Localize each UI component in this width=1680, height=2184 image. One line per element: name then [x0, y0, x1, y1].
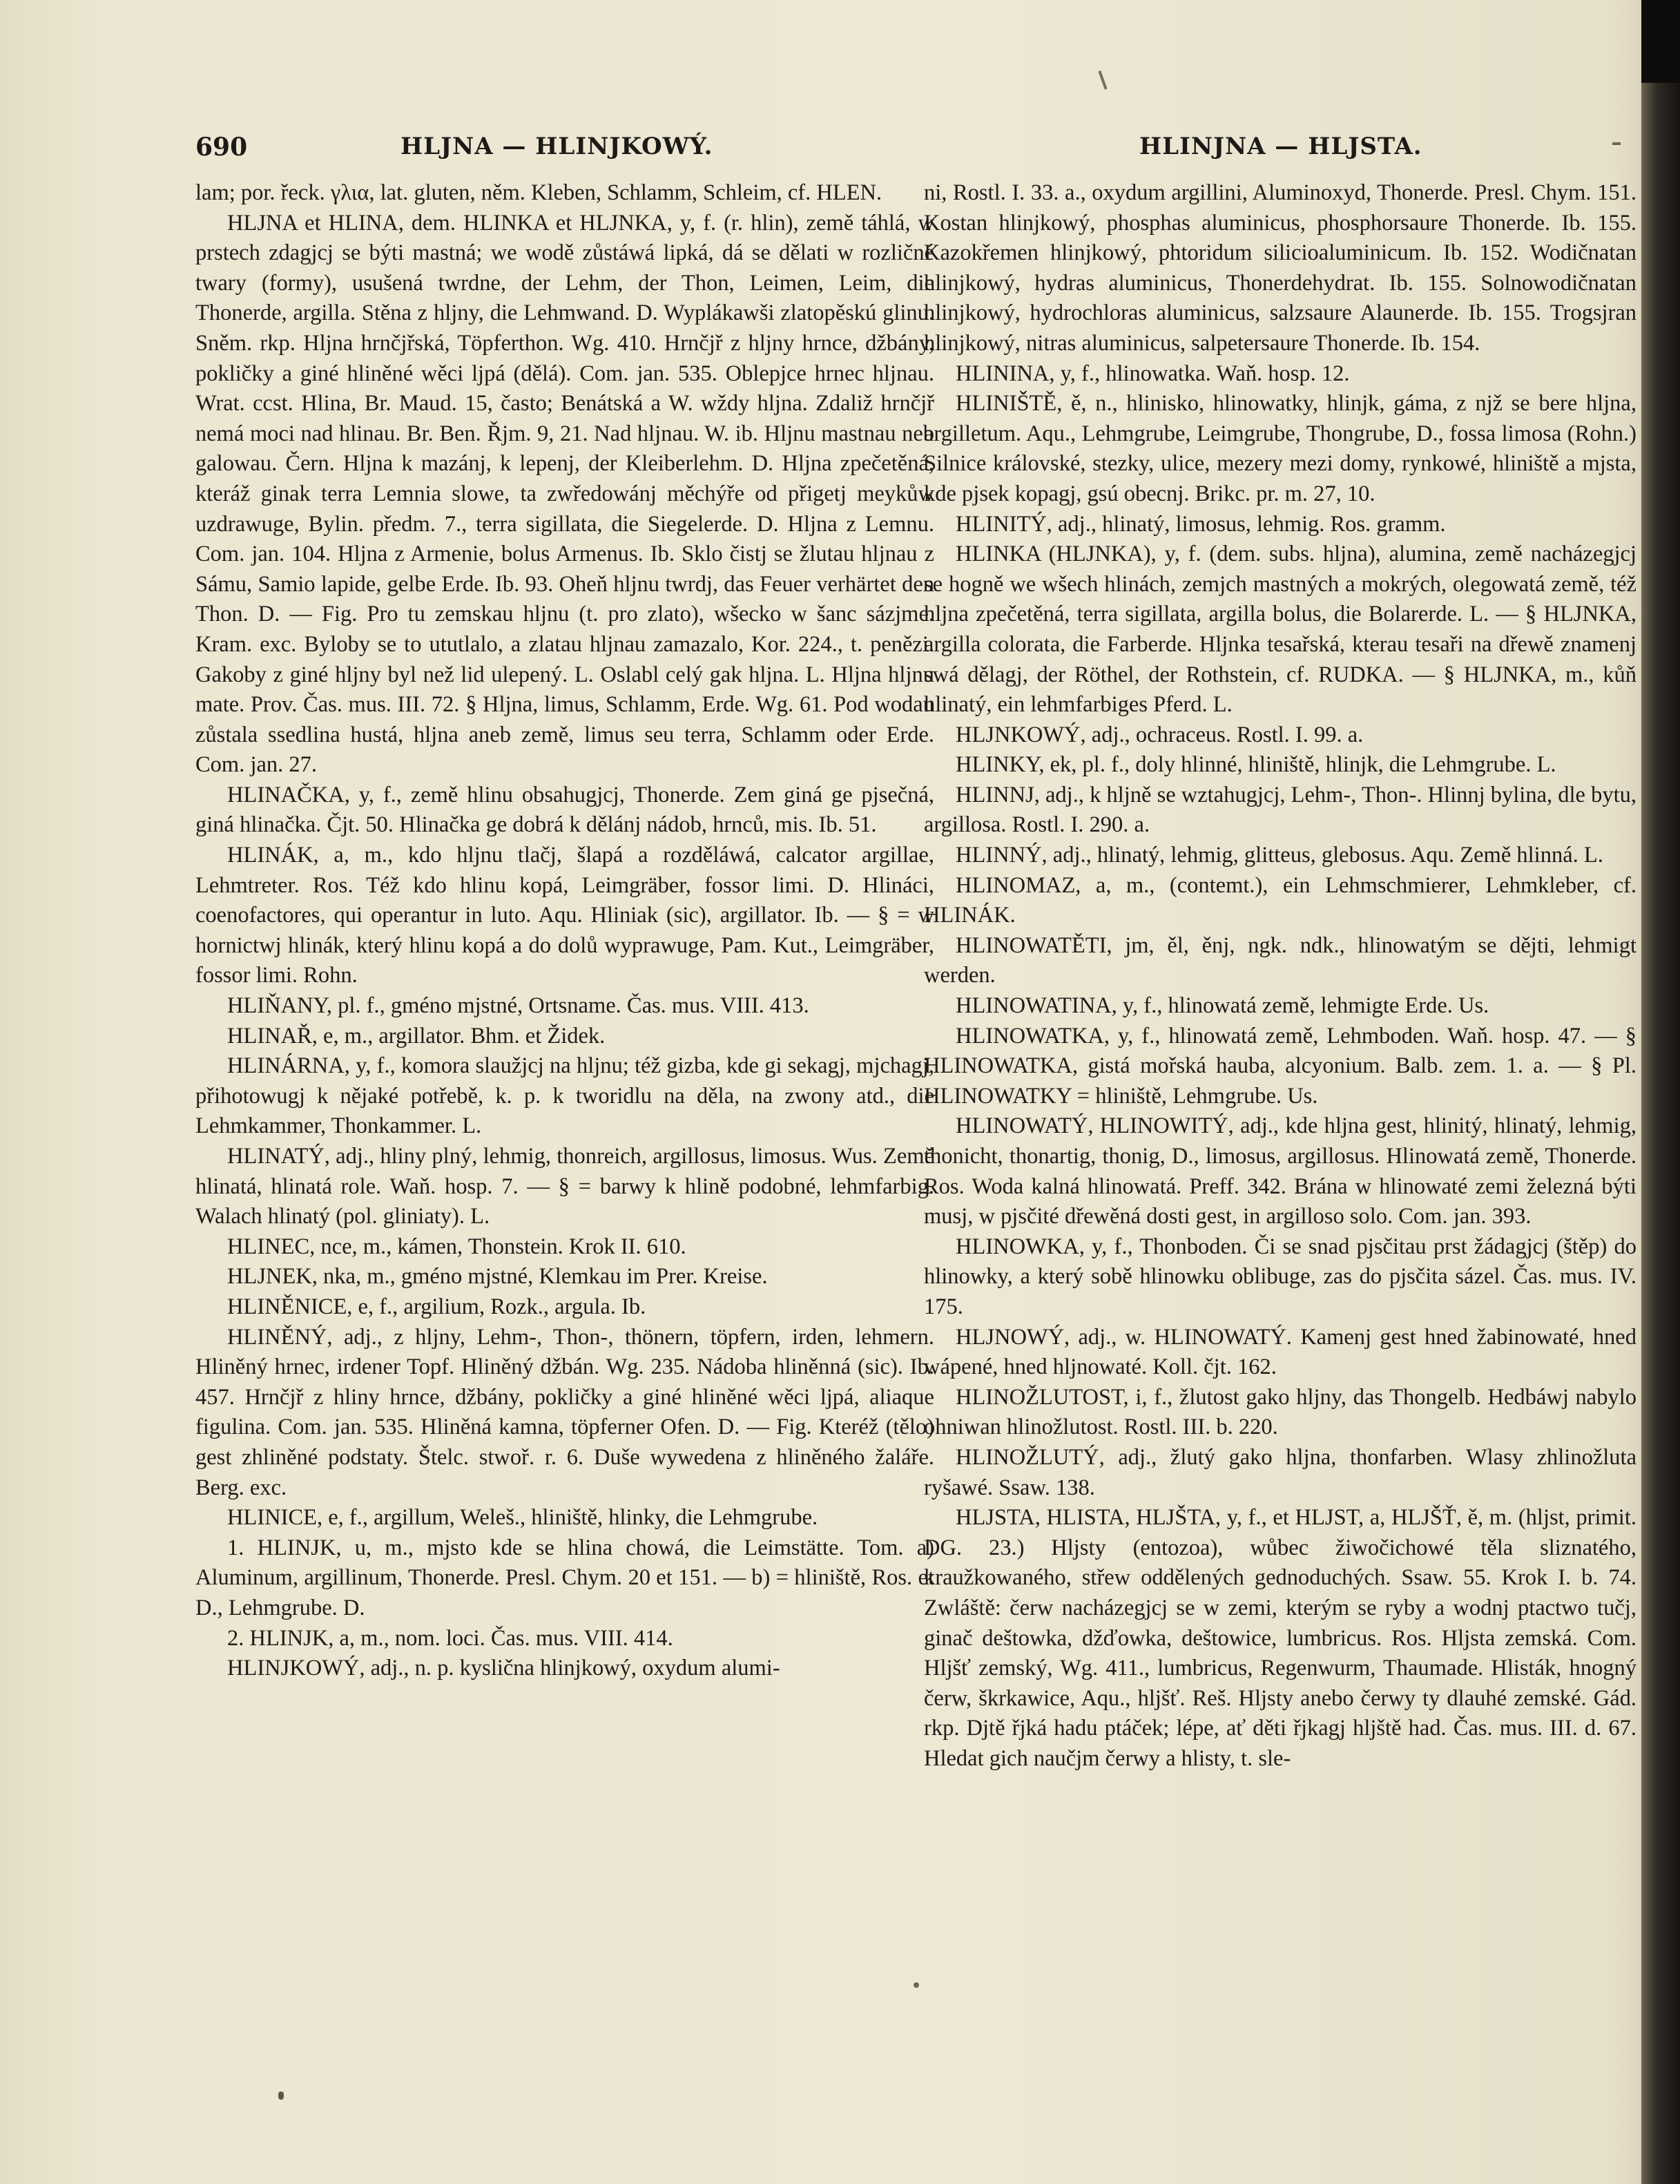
entry-hliniste: HLINIŠTĚ, ě, n., hlinisko, hlinowatky, hlinjk, gáma, z njž se bere hljna, argilletum. Aqu., Lehmgrube, Leimgrube, Thongrube, D., fossa limosa (Rohn.) Silnice královské, stezky, ulice, mezery mezi domy, rynkowé, hliniště a mjsta, kde pjsek kopagj, gsú obecnj. Brikc. pr. m. 27, 10. — [924, 391, 1636, 506]
entry-hljnkowy: HLJNKOWÝ, adj., ochraceus. Rostl. I. 99. a. — [956, 722, 1364, 747]
entry-hlineny: HLINĚNÝ, adj., z hljny, Lehm-, Thon-, thönern, töpfern, irden, lehmern. Hliněný hrnec, irdener Topf. Hliněný džbán. Wg. 235. Nádoba hliněnná (sic). Ib. 457. Hrnčjř z hliny hrnce, džbány, pokličky a giné hliněné wěci ljpá, aliaque figulina. Com. jan. 535. Hliněná kamna, töpferner Ofen. D. — Fig. Kteréž (tělo) gest zhliněné podstaty. Štelc. stwoř. r. 6. Duše wywedena z hliněného žaláře. Berg. exc. — [195, 1324, 934, 1500]
entry-hlinowatka: HLINOWATKA, y, f., hlinowatá země, Lehmboden. Waň. hosp. 47. — § HLINOWATKA, gistá mořská hauba, alcyonium. Balb. zem. 1. a. — § Pl. HLINOWATKY = hliniště, Lehmgrube. Us. — [924, 1023, 1636, 1109]
entry-continuation: lam; por. řeck. γλια, lat. gluten, něm. Kleben, Schlamm, Schleim, cf. HLEN. — [195, 180, 882, 205]
paper-speck — [1098, 70, 1107, 90]
entry-hlinowatina: HLINOWATINA, y, f., hlinowatá země, lehmigte Erde. Us. — [956, 993, 1489, 1019]
paper-speck — [278, 2091, 284, 2100]
entry-hljsta: HLJSTA, HLISTA, HLJŠTA, y, f., et HLJST, a, HLJŠŤ, ě, m. (hljst, primit. DG. 23.) Hljsty (entozoa), wůbec žiwočichowé těla sliznatého, kraužkowaného, střew oddělených gednoduchých. Ssaw. 55. Krok I. b. 74. Zwláště: čerw nacházegjcj se w zemi, kterým se ryby a wodnj ptactwo tučj, ginač deštowka, džďowka, deštowice, lumbricus. Ros. Hljsta zemská. Com. Hljšť zemský, Wg. 411., lumbricus, Regenwurm, Thaumade. Hlisták, hnogný čerw, škrkawice, Aqu., hljšť. Reš. Hljsty anebo čerwy ty dlauhé zemské. Gád. rkp. Djtě řjká hadu ptáček; lépe, ať děti řjkagj hljště had. Čas. mus. III. d. 67. Hledat gich naučjm čerwy a hlisty, t. sle- — [924, 1505, 1636, 1771]
entry-hljnowy: HLJNOWÝ, adj., w. HLINOWATÝ. Kamenj gest hned žabinowaté, hned wápené, hned hljnowaté. Koll. čjt. 162. — [924, 1324, 1636, 1380]
entry-hlinozlutost: HLINOŽLUTOST, i, f., žlutost gako hljny, das Thongelb. Hedbáwj nabylo ohniwan hlinožlutost. Rostl. III. b. 220. — [924, 1384, 1636, 1440]
entry-hlinowaty: HLINOWATÝ, HLINOWITÝ, adj., kde hljna gest, hlinitý, hlinatý, lehmig, thonicht, thonartig, thonig, D., limosus, argillosus. Hlinowatá země, Thonerde. Ros. Woda kalná hlinowatá. Preff. 342. Brána w hlinowaté zemi železná býti musj, w pjsčité dřewěná dosti gest, in argilloso solo. Com. jan. 393. — [924, 1113, 1636, 1229]
entry-hlinany: HLIŇANY, pl. f., gméno mjstné, Ortsname. Čas. mus. VIII. 413. — [227, 993, 809, 1019]
entry-hlinice: HLINICE, e, f., argillum, Weleš., hliniště, hlinky, die Lehmgrube. — [227, 1505, 818, 1531]
entry-hlinec: HLINEC, nce, m., kámen, Thonstein. Krok II. 610. — [227, 1234, 686, 1259]
entry-hlinity: HLINITÝ, adj., hlinatý, limosus, lehmig. Ros. gramm. — [956, 511, 1446, 537]
entry-hlinjkowy: HLINJKOWÝ, adj., n. p. kyslična hlinjkowý, oxydum alumi- — [227, 1656, 780, 1681]
entry-hlinky: HLINKY, ek, pl. f., doly hlinné, hliniště, hlinjk, die Lehmgrube. L. — [956, 752, 1556, 778]
entry-hlinarna: HLINÁRNA, y, f., komora slaužjcj na hljnu; též gizba, kde gi sekagj, mjchagj, přihotowugj k nějaké potřebě, k. p. k tworidlu na děla, na zwony atd., die Lehmkammer, Thonkammer. L. — [195, 1053, 934, 1139]
entry-hljnek: HLJNEK, nka, m., gméno mjstné, Klemkau im Prer. Kreise. — [227, 1264, 768, 1290]
entry-hlinowka: HLINOWKA, y, f., Thonboden. Či se snad pjsčitau prst žádagjcj (štěp) do hlinowky, a který sobě hlinowku oblibuge, zas do pjsčita sázel. Čas. mus. IV. 175. — [924, 1234, 1636, 1319]
entry-hlinjk-2: 2. HLINJK, a, m., nom. loci. Čas. mus. VIII. 414. — [227, 1625, 673, 1651]
entry-hlinny: HLINNÝ, adj., hlinatý, lehmig, glitteus, glebosus. Aqu. Země hlinná. L. — [956, 843, 1603, 868]
entry-hlinak: HLINÁK, a, m., kdo hljnu tlačj, šlapá a rozděláwá, calcator argillae, Lehmtreter. Ros. Též kdo hlinu kopá, Leimgräber, fossor limi. D. Hlináci, coenofactores, qui operantur in luto. Aqu. Hliniak (sic), argillator. Ib. — § = w hornictwj hlinák, který hlinu kopá a do dolů wyprawuge, Pam. Kut., Leimgräber, fossor limi. Rohn. — [195, 843, 934, 988]
entry-hlinnj: HLINNJ, adj., k hljně se wztahugjcj, Lehm-, Thon-. Hlinnj bylina, dle bytu, argillosa. Rostl. I. 290. a. — [924, 782, 1636, 838]
entry-hlinina: HLININA, y, f., hlinowatka. Waň. hosp. 12. — [956, 361, 1350, 386]
entry-hlinaty: HLINATÝ, adj., hliny plný, lehmig, thonreich, argillosus, limosus. Wus. Země hlinatá, hlinatá role. Waň. hosp. 7. — § = barwy k hlině podobné, lehmfarbig. Walach hlinatý (pol. gliniaty). L. — [195, 1144, 934, 1229]
entry-hlinowateti: HLINOWATĚTI, jm, ěl, ěnj, ngk. ndk., hlinowatým se dějti, lehmigt werden. — [924, 932, 1636, 988]
entry-hlinjk-1: 1. HLINJK, u, m., mjsto kde se hlina chowá, die Leimstätte. Tom. a) Aluminum, argillinum, Thonerde. Presl. Chym. 20 et 151. — b) = hliniště, Ros. et D., Lehmgrube. D. — [195, 1535, 934, 1620]
entry-hlinar: HLINAŘ, e, m., argillator. Bhm. et Židek. — [227, 1023, 606, 1048]
entry-hljna: HLJNA et HLINA, dem. HLINKA et HLJNKA, y, f. (r. hlin), země táhlá, w prstech zdagjcj se býti mastná; we wodě zůstáwá lipká, dá se dělati w rozličné twary (formy), usušená twrdne, der Lehm, der Thon, Leimen, Leim, die Thonerde, argilla. Stěna z hljny, die Lehmwand. D. Wyplákawši zlatopěskú glinu. Sněm. rkp. Hljna hrnčjřská, Töpferthon. Wg. 410. Hrnčjř z hljny hrnce, džbány, pokličky a giné hliněné wěci ljpá (dělá). Com. jan. 535. Oblepjce hrnec hljnau. Wrat. ccst. Hlina, Br. Maud. 15, často; Benátská a W. wždy hljna. Zdaliž hrnčjř nemá moci nad hlinau. Br. Ben. Řjm. 9, 21. Nad hljnau. W. ib. Hljnu mastnau neb galowau. Čern. Hljna k mazánj, k lepenj, der Kleiberlehm. D. Hljna zpečetěná, kteráž ginak terra Lemnia slowe, ta zwředowánj měchýře od přigetj meykůw uzdrawuge, Bylin. předm. 7., terra sigillata, die Siegelerde. D. Hljna z Lemnu. Com. jan. 104. Hljna z Armenie, bolus Armenus. Ib. Sklo čistj se žlutau hljnau z Sámu, Samio lapide, gelbe Erde. Ib. 93. Oheň hljnu twrdj, das Feuer verhärtet den Thon. D. — Fig. Pro tu zemskau hljnu (t. pro zlato), wšecko w šanc sázjme. Kram. exc. Byloby se to ututlalo, a zlatau hljnau zamazalo, Kor. 224., t. penězi. Gakoby z giné hljny byl než lid ulepený. L. Oslabl celý gak hljna. L. Hljna hljnu mate. Prov. Čas. mus. III. 72. § Hljna, limus, Schlamm, Erde. Wg. 61. Pod wodau zůstala ssedlina hustá, hljna aneb země, limus seu terra, Schlamm oder Erde. Com. jan. 27. — [195, 210, 934, 778]
entry-hlinka: HLINKA (HLJNKA), y, f. (dem. subs. hljna), alumina, země nacházegjcj se hogně we wšech hlinách, zemjch mastných a mokrých, olegowatá země, též hljna zpečetěná, terra sigillata, argilla bolus, die Bolarerde. L. — § HLJNKA, argilla colorata, die Farberde. Hljnka tesařská, kterau tesaři na dřewě znamenj swá dělagj, der Röthel, der Rothstein, cf. RUDKA. — § HLJNKA, m., kůň hlinatý, ein lehmfarbiges Pferd. L. — [924, 542, 1636, 718]
book-binding-edge — [1641, 0, 1680, 83]
entry-hlinacka: HLINAČKA, y, f., země hlinu obsahugjcj, Thonerde. Zem giná ge pjsečná, giná hlinačka. Čjt. 50. Hlinačka ge dobrá k dělánj nádob, hrnců, mis. Ib. 51. — [195, 782, 934, 838]
entry-hlinenice: HLINĚNICE, e, f., argilium, Rozk., argula. Ib. — [227, 1294, 646, 1319]
paper-speck — [914, 1982, 919, 1988]
running-head-right: HLINJNA — HLJSTA. — [1139, 133, 1422, 160]
left-text-column — [195, 178, 934, 1684]
entry-continuation: ni, Rostl. I. 33. a., oxydum argillini, Aluminoxyd, Thonerde. Presl. Chym. 151. Kostan hlinjkowý, phosphas aluminicus, phosphorsaure Thonerde. Ib. 155. Kazokřemen hlinjkowý, phtoridum silicioaluminicum. Ib. 152. Wodičnatan hlinjkowý, hydras aluminicus, Thonerdehydrat. Ib. 155. Solnowodičnatan hlinjkowý, hydrochloras aluminicus, salzsaure Alaunerde. Ib. 155. Trogsjran hlinjkowý, nitras aluminicus, salpetersaure Thonerde. Ib. 154. — [924, 180, 1636, 356]
right-text-column — [924, 178, 1636, 1774]
entry-hlinomaz: HLINOMAZ, a, m., (contemt.), ein Lehmschmierer, Lehmkleber, cf. HLINÁK. — [924, 872, 1636, 928]
running-head-left: HLJNA — HLINJKOWÝ. — [400, 133, 713, 160]
entry-hlinozluty: HLINOŽLUTÝ, adj., žlutý gako hljna, thonfarben. Wlasy zhlinožluta ryšawé. Ssaw. 138. — [924, 1444, 1636, 1500]
book-spine-shadow — [1641, 0, 1680, 2184]
paper-speck — [1612, 142, 1621, 145]
page-number: 690 — [195, 133, 248, 162]
